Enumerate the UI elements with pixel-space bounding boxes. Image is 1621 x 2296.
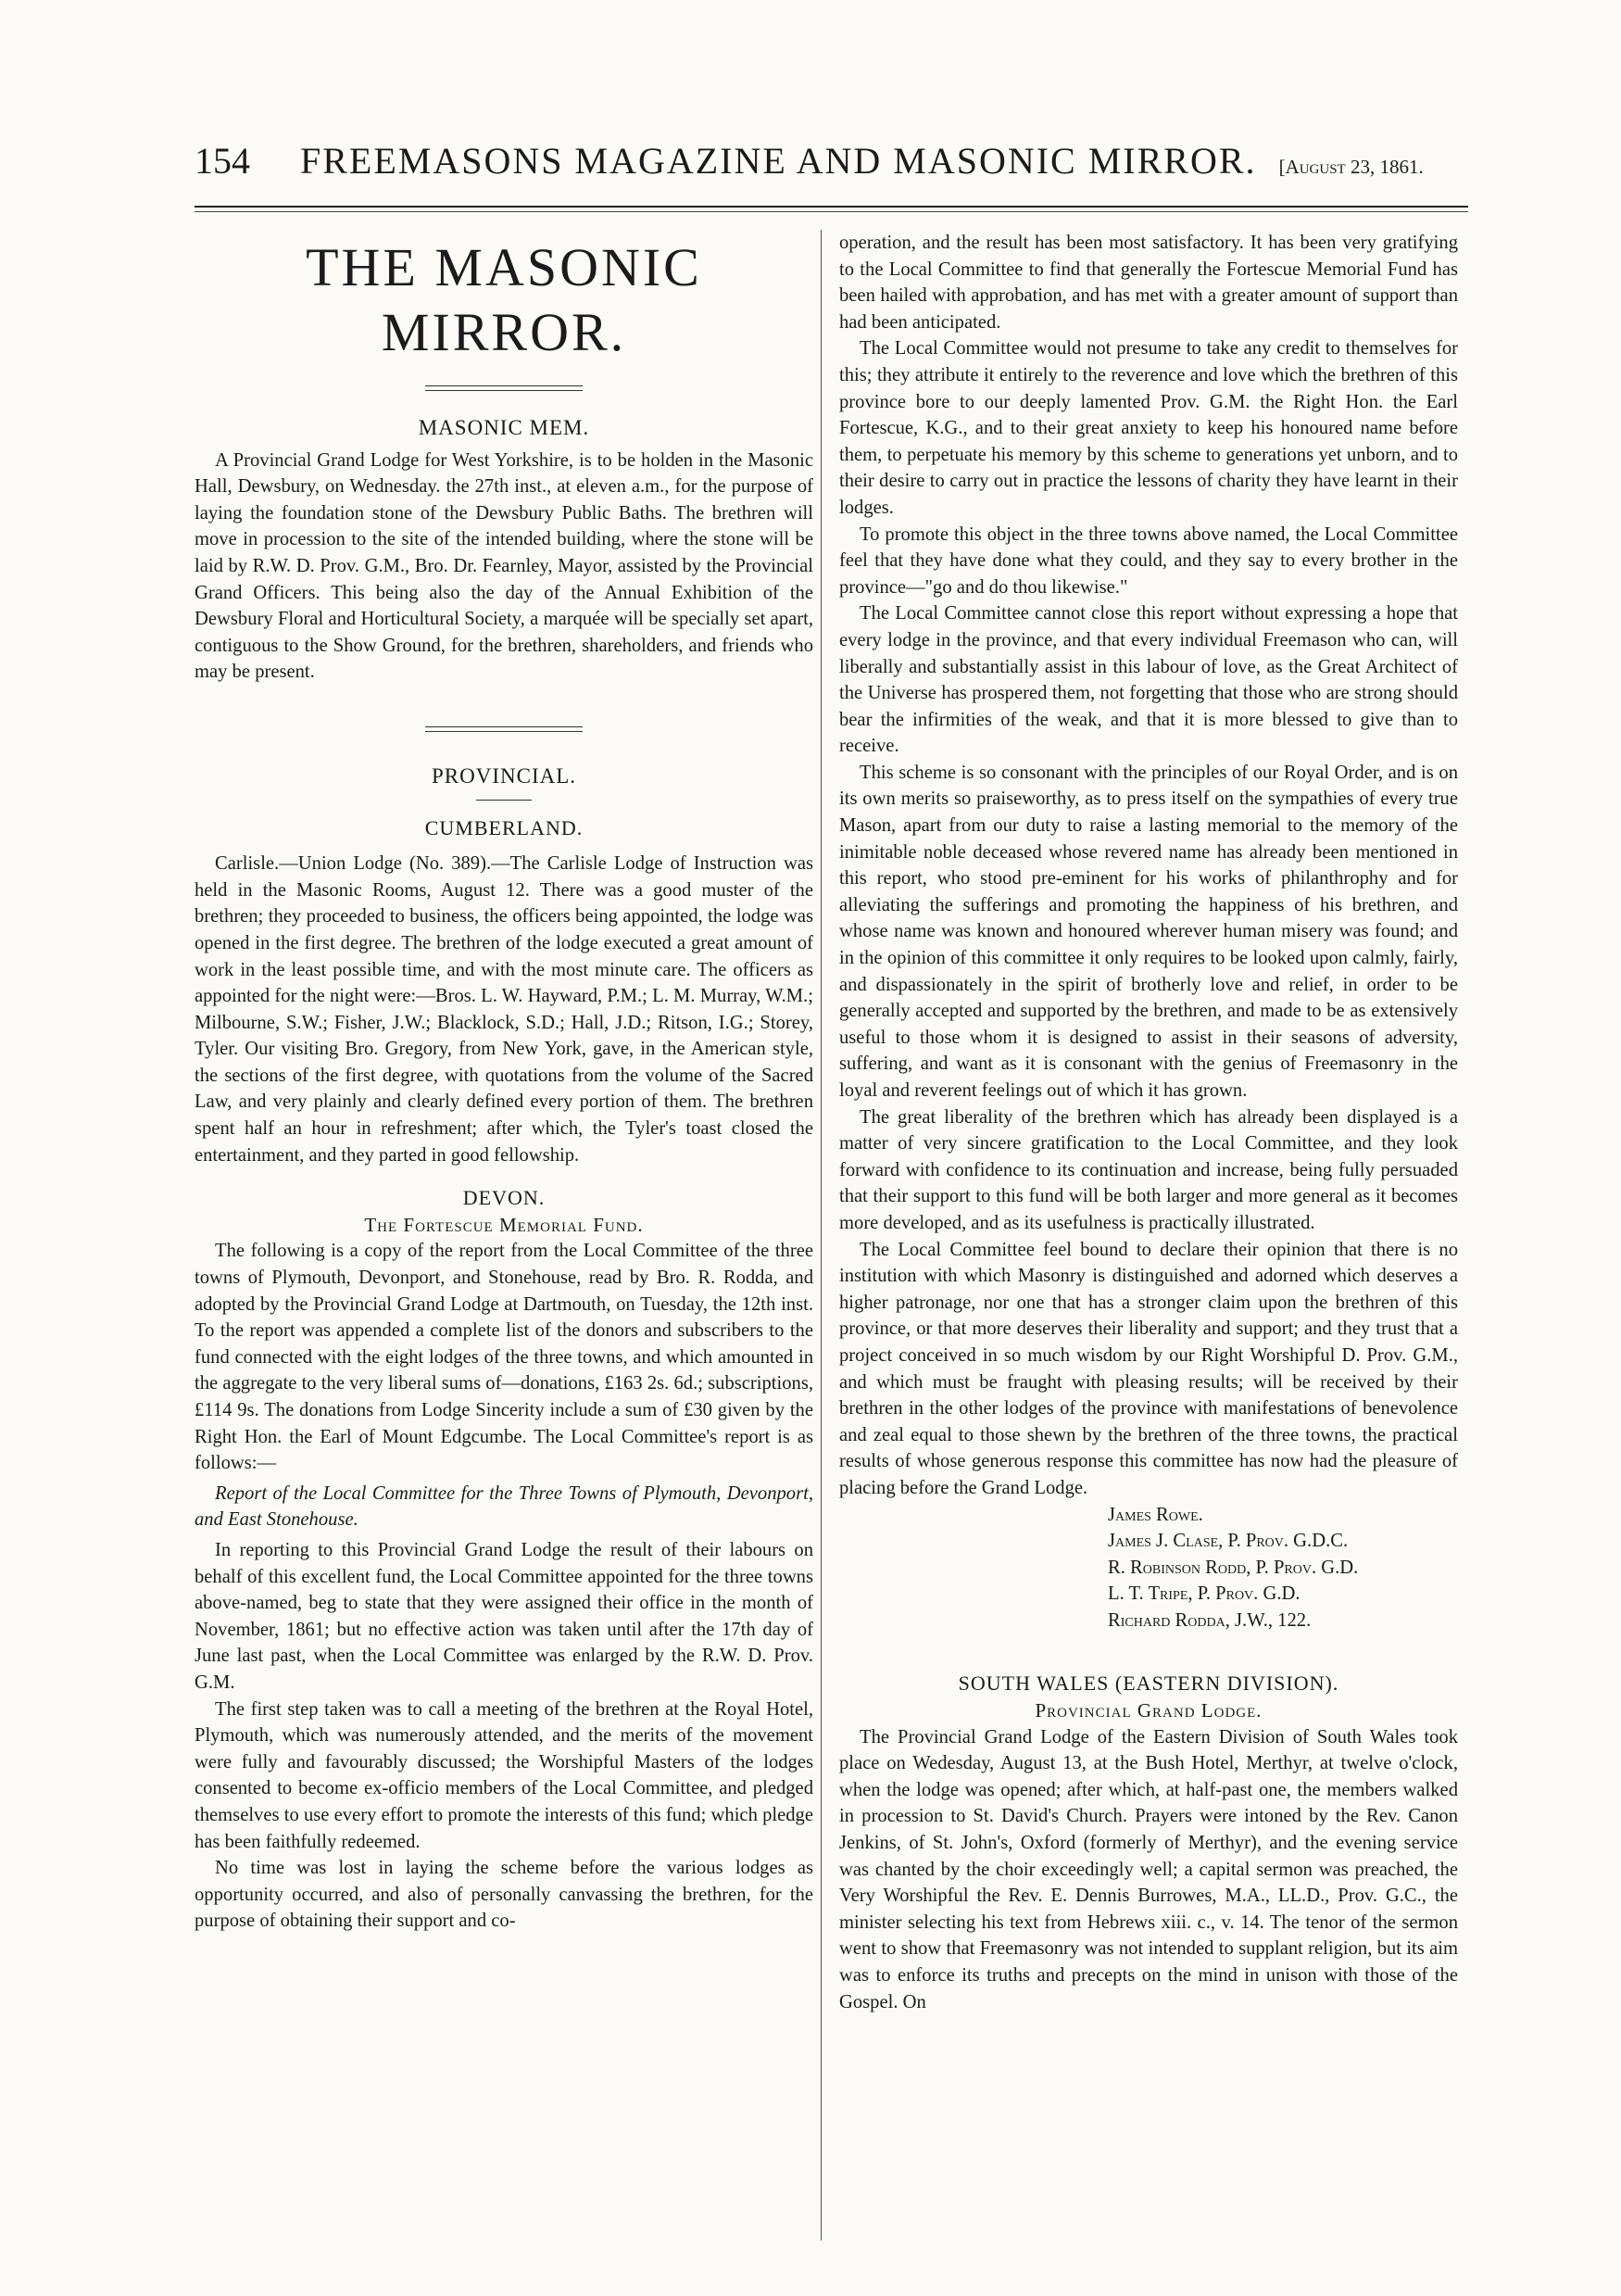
provincial-title: PROVINCIAL. bbox=[431, 763, 577, 788]
running-head bbox=[195, 139, 1473, 195]
south-wales-title: SOUTH WALES (EASTERN DIVISION). bbox=[958, 1672, 1339, 1696]
signature-line: James J. Clase, P. Prov. G.D.C. bbox=[1108, 1531, 1349, 1552]
cumberland-title: CUMBERLAND. bbox=[424, 815, 584, 839]
section-main-title: THE MASONIC MIRROR. bbox=[306, 237, 702, 362]
report-paragraph-4: The Local Committee cannot close this report without expressing a hope that every lodge in the province, and that every individual Freemason who can, will liberally and substantially assist in this labour of love, as the Great Architect of the Universe has prospered them, not forgetting that those who are strong should bear the infirmities of the weak, and that it is more blessed to give than to receive. bbox=[839, 603, 1458, 757]
cumberland-paragraph: Carlisle.—Union Lodge (No. 389).—The Carlisle Lodge of Instruction was held in the Masonic Rooms, August 12. There was a good muster of the brethren; they proceeded to business, the officers being appointed, the lodge was opened in the first degree. The brethren of the lodge executed a great amount of work in the least possible time, and with the most minute care. The officers as appointed for the night were:—Bros. L. W. Hayward, P.M.; L. M. Murray, W.M.; Milbourne, S.W.; Fisher, J.W.; Blacklock, S.D.; Hall, J.D.; Ritson, I.G.; Storey, Tyler. Our visiting Bro. Gregory, from New York, gave, in the American style, the sections of the first degree, with quotations from the volume of the Sacred Law, and very plainly and clearly defined every portion of them. The brethren spent half an hour in refreshment; after which, the Tyler's toast closed the entertainment, and they parted in good fellowship. bbox=[195, 853, 813, 1166]
masthead: FREEMASONS MAGAZINE AND MASONIC MIRROR. bbox=[300, 140, 1257, 182]
report-paragraph-2: The Local Committee would not presume to take any credit to themselves for this; they attribute it entirely to the reverence and love which the brethren of this province bore to our deeply lamented Prov. G.M. the Right Hon. the Earl Fortescue, K.G., and to their great anxiety to keep his honoured name before them, to perpetuate his memory by this scheme to generations yet unborn, and to their desire to carry out in practice the lessons of charity they have learnt in their lodges. bbox=[839, 338, 1458, 518]
page-number: 154 bbox=[195, 140, 250, 182]
report-paragraph-7: The Local Committee feel bound to declare their opinion that there is no institution with which Masonry is distinguished and adorned which deserves a higher patronage, nor one that has a stronger claim upon the brethren of this province, or that more deserves their liberality and support; and they trust that a project conceived in so much wisdom by our Right Worshipful D. Prov. G.M., and which must be fraught with pleasing results; will be received by their brethren in the other lodges of the province with manifestations of benevolence and zeal equal to those shewn by the brethren of the three towns, the practical results of whose generous response this committee has now had the pleasure of placing before the Grand Lodge. bbox=[839, 1239, 1458, 1498]
devon-paragraph-3: The first step taken was to call a meeting of the brethren at the Royal Hotel, Plymouth, which was numerously attended, and the merits of the movement were fully and favourably discussed; the Worshipful Masters of the lodges consented to become ex-officio members of the Local Committee, and pledged themselves to use every effort to promote the interests of this fund; which pledge has been faithfully redeemed. bbox=[195, 1698, 813, 1852]
issue-date: [August 23, 1861. bbox=[1278, 156, 1424, 178]
report-paragraph-1: operation, and the result has been most satisfactory. It has been very gratifying to the Local Committee to find that generally the Fortescue Memorial Fund has been hailed with approbation, and has met with a greater amount of support than had been anticipated. bbox=[839, 233, 1458, 333]
provincial-grand-lodge-subtitle: Provincial Grand Lodge. bbox=[1035, 1699, 1263, 1722]
signature-line: L. T. Tripe, P. Prov. G.D. bbox=[1108, 1583, 1301, 1605]
devon-paragraph-1: The following is a copy of the report from the Local Committee of the three towns of Plymouth, Devonport, and Stonehouse, read by Bro. R. Rodda, and adopted by the Provincial Grand Lodge at Dartmouth, on Tuesday, the 12th inst. To the report was appended a complete list of the donors and subscribers to the fund connected with the eight lodges of the three towns, and which amounted in the aggregate to the very liberal sums of—donations, £163 2s. 6d.; subscriptions, £114 9s. The donations from Lodge Sincerity include a sum of £30 given by the Right Hon. the Earl of Mount Edgcumbe. The Local Committee's report is as follows:— bbox=[195, 1241, 813, 1474]
right-column bbox=[839, 230, 1458, 2015]
double-rule bbox=[425, 385, 583, 391]
masonic-mem-paragraph: A Provincial Grand Lodge for West Yorkshire, is to be holden in the Masonic Hall, Dewsbury, on Wednesday. the 27th inst., at eleven a.m., for the purpose of laying the foundation stone of the Dewsbury Public Baths. The brethren will move in procession to the site of the intended building, where the stone will be laid by R.W. D. Prov. G.M., Bro. Dr. Fearnley, Mayor, assisted by the Provincial Grand Officers. This being also the day of the Annual Exhibition of the Dewsbury Floral and Horticultural Society, a marquée will be specially set apart, contiguous to the Show Ground, for the brethren, shareholders, and friends who may be present. bbox=[195, 449, 813, 683]
signature-line: R. Robinson Rodd, P. Prov. G.D. bbox=[1108, 1557, 1359, 1578]
column-divider bbox=[821, 230, 822, 2240]
signature-line: Richard Rodda, J.W., 122. bbox=[1108, 1609, 1312, 1631]
south-wales-paragraph: The Provincial Grand Lodge of the Eastern Division of South Wales took place on Wedesday, August 13, at the Bush Hotel, Merthyr, at twelve o'clock, when the lodge was opened; after which, at half-past one, the members walked in procession to St. David's Church. Prayers were intoned by the Rev. Canon Jenkins, of St. John's, Oxford (formerly of Merthyr), and the evening service was chanted by the choir exceedingly well; a capital sermon was preached, the Very Worshipful the Rev. E. Dennis Burrowes, M.A., LL.D., Prov. G.C., the minister selecting his text from Hebrews xiii. c., v. 14. The tenor of the sermon went to show that Freemasonry was not intended to supplant religion, but its aim was to enforce its truths and precepts on the mind in unison with those of the Gospel. On bbox=[839, 1726, 1458, 2012]
masonic-mem-title: MASONIC MEM. bbox=[418, 416, 590, 439]
devon-title: DEVON. bbox=[462, 1186, 546, 1210]
devon-paragraph-4: No time was lost in laying the scheme before the various lodges as opportunity occurred, and also of personally canvassing the brethren, for the purpose of obtaining their support and co- bbox=[195, 1858, 813, 1932]
report-paragraph-5: This scheme is so consonant with the principles of our Royal Order, and is on its own merits so praiseworthy, as to press itself on the sympathies of every true Mason, apart from our duty to raise a lasting memorial to the memory of the inimitable noble deceased whose revered name has already been mentioned in this report, who stood pre-eminent for his works of philanthrophy and for alleviating the sufferings and promoting the happiness of his brethren, and whose name was known and honoured wherever human misery was found; and in the opinion of this committee it only requires to be looked upon calmly, fairly, and dispassionately in the spirit of brotherly love and relief, in order to be generally accepted and supported by the brethren, and made to be as extensively useful to those whom it is designed to assist in their seasons of adversity, suffering, and want as it is consonant with the genius of Freemasonry in the loyal and reverent feelings out of which it has grown. bbox=[839, 762, 1458, 1101]
report-paragraph-6: The great liberality of the brethren which has already been displayed is a matter of very sincere gratification to the Local Committee, and they look forward with confidence to its continuation and increase, being fully persuaded that their support to this fund will be both larger and more general as it becomes more developed, and as its usefulness is practically illustrated. bbox=[839, 1106, 1458, 1233]
left-column bbox=[195, 230, 813, 1935]
fortescue-fund-title: The Fortescue Memorial Fund. bbox=[364, 1213, 644, 1236]
report-paragraph-3: To promote this object in the three towns above named, the Local Committee feel that they have done what they could, and they say to every brother in the province—"go and do thou likewise." bbox=[839, 524, 1458, 598]
double-rule bbox=[425, 726, 583, 732]
signature-line: James Rowe. bbox=[1108, 1504, 1203, 1525]
report-heading: Report of the Local Committee for the Three Towns of Plymouth, Devonport, and East Stonehouse. bbox=[195, 1482, 813, 1531]
header-rule-thin bbox=[195, 211, 1468, 212]
short-rule bbox=[476, 800, 532, 801]
devon-paragraph-2: In reporting to this Provincial Grand Lodge the result of their labours on behalf of this excellent fund, the Local Committee appointed for the three towns above-named, beg to state that they were assigned their office in the month of November, 1861; but no effective action was taken until after the 17th day of June last past, when the Local Committee was enlarged by the R.W. D. Prov. G.M. bbox=[195, 1539, 813, 1693]
header-rule bbox=[195, 206, 1468, 208]
